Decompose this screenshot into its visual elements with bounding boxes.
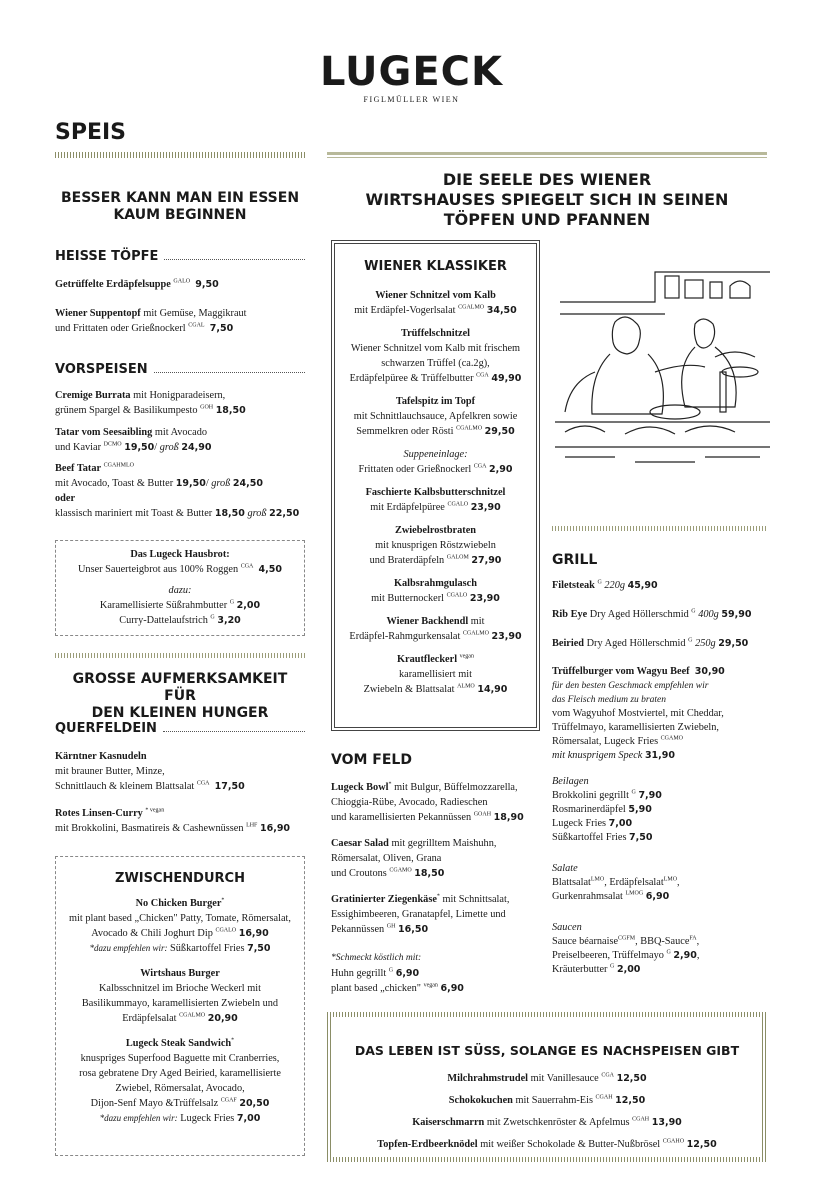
item-price: 29,50: [484, 426, 515, 437]
dessert-box: [327, 1012, 767, 1162]
item-price: 12,50: [686, 1139, 717, 1150]
grill-item: [552, 665, 774, 763]
item-name: Blattsalat: [552, 877, 591, 888]
item-price: 23,90: [469, 593, 500, 604]
item-desc: Dijon-Senf Mayo &Trüffelsalz: [90, 1098, 219, 1109]
item-name: Lugeck Fries: [552, 818, 607, 829]
dessert-item: [332, 1134, 762, 1156]
item-desc: mit weißer Schokolade & Butter-Nußbrösel: [480, 1139, 661, 1150]
size-label: groß: [247, 508, 267, 519]
vegan-mark: vegan: [423, 982, 438, 989]
subsection-title: Saucen: [552, 922, 582, 933]
subsection-title: Salate: [552, 863, 578, 874]
allergen-code: G: [631, 789, 636, 796]
section-vorspeisen: [55, 362, 305, 377]
section-title: QUERFELDEIN: [55, 721, 157, 736]
item-name: , Erdäpfelsalat: [604, 877, 664, 888]
allergen-code: CGAHO: [662, 1138, 685, 1145]
item-price: 19,50: [124, 442, 155, 453]
section-querfeldein: [55, 721, 305, 736]
note-item: Lugeck Fries: [180, 1113, 235, 1124]
title-rule: [55, 152, 305, 158]
menu-item: [331, 892, 536, 937]
note-price: 7,00: [236, 1113, 261, 1124]
item-price: 13,90: [651, 1117, 682, 1128]
item-desc: mit Brokkolini, Basmatireis & Cashewnüssen: [55, 823, 244, 834]
menu-item: [56, 1036, 304, 1126]
item-name: Kärntner Kasnudeln: [55, 751, 147, 762]
star-mark: *: [231, 1037, 235, 1044]
allergen-code: G: [210, 614, 215, 621]
item-name: Zwiebelrostbraten: [394, 525, 477, 536]
item-name: Lugeck Steak Sandwich: [125, 1038, 232, 1049]
item-desc: knuspriges Superfood Baguette mit Cranberries,: [80, 1053, 280, 1064]
item-price: 2,90: [489, 464, 513, 475]
allergen-code: CGALO: [446, 592, 468, 599]
headline-line-2: WIRTSHAUSES SPIEGELT SICH IN SEINEN: [365, 190, 729, 209]
item-weight: 250g: [695, 638, 716, 649]
allergen-code: GALO: [173, 278, 191, 285]
item-name: Brokkolini gegrillt: [552, 790, 629, 801]
item-price: 17,50: [214, 781, 245, 792]
item-price: 4,50: [258, 564, 282, 575]
headline-line-1: DIE SEELE DES WIENER: [442, 170, 652, 189]
allergen-code: CGA: [240, 563, 254, 570]
headline-rule: [327, 152, 767, 158]
logo-tagline: FIGLMÜLLER WIEN: [363, 95, 460, 104]
item-name: Topfen-Erdbeerknödel: [377, 1139, 478, 1150]
item-price: 7,50: [209, 323, 234, 334]
section-title: HEISSE TÖPFE: [55, 249, 159, 264]
item-price: 49,90: [491, 373, 522, 384]
allergen-code: CGA: [196, 780, 210, 787]
item-desc: Römersalat, Oliven, Grana: [331, 853, 442, 864]
star-mark: *: [436, 893, 440, 900]
dessert-item: [332, 1112, 762, 1134]
menu-item: [55, 388, 305, 418]
page-title: SPEIS: [55, 120, 127, 145]
item-name: Wirtshaus Burger: [140, 968, 220, 979]
note-price: 6,90: [395, 968, 420, 979]
star-mark: *: [221, 897, 225, 904]
restaurant-logo: [0, 50, 823, 104]
menu-item: [55, 277, 305, 292]
intro-line-2: KAUM BEGINNEN: [113, 207, 247, 223]
menu-item: [331, 780, 536, 825]
item-price: 6,90: [645, 891, 670, 902]
item-name: Kalbsrahmgulasch: [394, 578, 477, 589]
item-desc: Dry Aged Höllerschmid: [589, 609, 689, 620]
note: *dazu empfehlen wir:: [89, 943, 168, 953]
item-price: 18,50: [215, 405, 246, 416]
item-desc: Semmelkren oder Rösti: [356, 426, 454, 437]
menu-item: [56, 896, 304, 956]
option-price: 2,00: [236, 600, 261, 611]
item-desc: und Braterdäpfeln: [369, 555, 445, 566]
item-price: 23,90: [491, 631, 522, 642]
item-desc: Zwiebeln & Blattsalat: [363, 684, 455, 695]
item-desc: Avocado & Chili Joghurt Dip: [91, 928, 213, 939]
item-desc: Trüffelmayo, karamellisierten Zwiebeln,: [552, 722, 719, 733]
item-price: 2,00: [616, 964, 641, 975]
item-desc: grünem Spargel & Basilikumpesto: [55, 405, 198, 416]
item-desc: und Croutons: [331, 868, 387, 879]
headline-line-3: TÖPFEN UND PFANNEN: [443, 210, 651, 229]
item-name: Caesar Salad: [331, 838, 389, 849]
subsection-title: Beilagen: [552, 776, 589, 787]
item-name: Filetsteak: [552, 580, 595, 591]
allergen-code: LMO: [663, 876, 678, 883]
item-name: Rotes Linsen-Curry: [55, 808, 143, 819]
item-desc: mit Bulgur, Büffelmozzarella,: [394, 782, 518, 793]
option-name: Karamellisierte Süßrahmbutter: [99, 600, 228, 611]
allergen-code: LMOG: [625, 890, 644, 897]
item-desc: mit Erdäpfel-Vogerlsalat: [354, 305, 456, 316]
item-name: Wiener Suppentopf: [55, 308, 141, 319]
allergen-code: CGAMO: [389, 867, 412, 874]
separator: /: [205, 478, 209, 489]
item-desc: Chioggia-Rübe, Avocado, Radieschen: [331, 797, 488, 808]
allergen-code: CGALMO: [458, 304, 485, 311]
item-price: 7,50: [629, 832, 653, 843]
item-price: 27,90: [471, 555, 502, 566]
item-price: 29,50: [718, 638, 749, 649]
zwischendurch-box: [55, 856, 305, 1156]
menu-item: [332, 614, 539, 644]
item-desc: klassisch mariniert mit Toast & Butter: [55, 508, 213, 519]
item-desc: mit: [470, 616, 485, 627]
item-desc: und Frittaten oder Grießnockerl: [55, 323, 186, 334]
item-desc: mit Erdäpfelpüree: [370, 502, 445, 513]
allergen-code: G: [229, 599, 235, 606]
allergen-code: CGAH: [595, 1094, 613, 1101]
section-title: GRILL: [552, 552, 598, 568]
saucen-list: Saucen Sauce béarnaise$^{CGFM}$, BBQ-Sauce$^{FA}$, Preiselbeeren, Trüffelmayo $^G$ 2,90, Kräuterbutter $^G$ 2,00: [552, 922, 700, 975]
oder-label: oder: [55, 493, 76, 504]
menu-item: [55, 425, 305, 455]
grill-item: [552, 636, 772, 651]
section-title: ZWISCHENDURCH: [115, 871, 245, 886]
allergen-code: CGALO: [215, 927, 237, 934]
allergen-code: CGA: [476, 372, 489, 379]
item-desc: mit Schnittlauchsauce, Apfelkren sowie: [353, 411, 518, 422]
allergen-code: GH: [386, 923, 396, 930]
item-desc: mit gegrilltem Maishuhn,: [391, 838, 497, 849]
item-desc: Kalbsschnitzel im Brioche Weckerl mit: [99, 983, 261, 994]
dessert-item: [332, 1068, 762, 1090]
item-desc: schwarzen Trüffel (ca.2g),: [381, 358, 490, 369]
allergen-code: ALMO: [457, 683, 475, 690]
item-price: 59,90: [721, 609, 752, 620]
item-desc: mit Avocado: [154, 427, 207, 438]
note-item: Huhn gegrillt: [331, 968, 387, 979]
item-desc: Frittaten oder Grießnockerl: [358, 464, 472, 475]
item-name: Suppeneinlage:: [403, 449, 468, 460]
menu-item: [55, 461, 305, 521]
item-desc: mit brauner Butter, Minze,: [55, 766, 165, 777]
item-price: 20,90: [207, 1013, 238, 1024]
hausbrot-desc: Unser Sauerteigbrot aus 100% Roggen: [78, 564, 239, 575]
salate-list: Salate Blattsalat$^{LMO}$, Erdäpfelsalat$^{LMO}$, Gurkenrahmsalat $^{LMOG}$ 6,90: [552, 863, 680, 902]
grill-divider: [552, 526, 766, 531]
item-desc: Essighimbeeren, Granatapfel, Limette und: [331, 909, 506, 920]
note-price: 7,50: [247, 943, 271, 954]
item-price: 18,90: [493, 812, 524, 823]
item-desc: karamellisiert mit: [399, 669, 472, 680]
item-name: Rosmarinerdäpfel: [552, 804, 626, 815]
menu-item: [332, 652, 539, 697]
item-desc: Wiener Schnitzel vom Kalb mit frischem: [350, 343, 521, 354]
item-price: 7,90: [638, 790, 662, 801]
hausbrot-title: Das Lugeck Hausbrot:: [130, 549, 230, 560]
allergen-code: CGAHMLO: [103, 462, 134, 469]
item-desc: Römersalat, Lugeck Fries: [552, 736, 659, 747]
size-label: groß: [211, 478, 231, 489]
menu-item: [332, 288, 539, 318]
item-price: 31,90: [644, 750, 675, 761]
item-name: Getrüffelte Erdäpfelsuppe: [55, 279, 171, 290]
dotted-leader: [154, 372, 305, 373]
item-name: Süßkartoffel Fries: [552, 832, 627, 843]
section-title: WIENER KLASSIKER: [364, 259, 507, 274]
item-price: 9,50: [195, 279, 219, 290]
allergen-code: G: [388, 967, 394, 974]
allergen-code: G: [666, 949, 671, 956]
item-desc: Pekannüssen: [331, 924, 385, 935]
divider: [55, 653, 305, 658]
note-item: Süßkartoffel Fries: [170, 943, 245, 954]
item-price: 12,50: [615, 1095, 646, 1106]
beilagen-list: [552, 775, 772, 845]
dessert-item: [332, 1090, 762, 1112]
item-name: Milchrahmstrudel: [447, 1073, 529, 1084]
item-name: Lugeck Bowl: [331, 782, 389, 793]
allergen-code: CGAF: [220, 1097, 237, 1104]
item-desc: Erdäpfel-Rahmgurkensalat: [349, 631, 461, 642]
allergen-code: CGAMO: [660, 735, 684, 742]
item-price-large: 24,90: [181, 442, 212, 453]
section-heisse-toepfe: [55, 249, 305, 264]
dotted-leader: [163, 731, 305, 732]
item-name: Schokokuchen: [448, 1095, 513, 1106]
allergen-code: LHF: [246, 822, 258, 829]
allergen-code: G: [691, 608, 696, 615]
section-title: VORSPEISEN: [55, 362, 148, 377]
hunger-line-1: GROSSE AUFMERKSAMKEIT FÜR: [72, 671, 288, 704]
item-name: Gurkenrahmsalat: [552, 891, 623, 902]
item-price: 2,90: [673, 950, 697, 961]
allergen-code: GALOM: [446, 554, 469, 561]
item-name: Wiener Backhendl: [386, 616, 469, 627]
size-label: groß: [159, 442, 179, 453]
option-price: 3,20: [217, 615, 241, 626]
item-name: Trüffelburger vom Wagyu Beef: [552, 666, 690, 677]
item-name: Tafelspitz im Topf: [395, 396, 476, 407]
vomfeld-note: [331, 950, 536, 996]
option-name: Curry-Dattelaufstrich: [119, 615, 208, 626]
item-name: Gratinierter Ziegenkäse: [331, 894, 437, 905]
menu-item: [56, 966, 304, 1026]
dotted-leader: [164, 259, 305, 260]
allergen-code: CGAH: [632, 1116, 650, 1123]
section-title: VOM FELD: [331, 752, 412, 768]
menu-item: [55, 806, 315, 836]
item-price: 30,90: [694, 666, 725, 677]
item-name: No Chicken Burger: [135, 898, 222, 909]
allergen-code: GOH: [200, 404, 214, 411]
allergen-code: G: [610, 963, 615, 970]
grill-item: [552, 607, 772, 622]
menu-item: [332, 394, 539, 439]
menu-item: [55, 749, 305, 794]
allergen-code: G: [597, 579, 602, 586]
item-name: Rib Eye: [552, 609, 588, 620]
item-desc: mit Schnittsalat,: [442, 894, 510, 905]
item-price: 18,50: [214, 508, 245, 519]
item-name: Beiried: [552, 638, 585, 649]
right-headline: [327, 170, 767, 230]
item-desc: mit Gemüse, Maggikraut: [143, 308, 247, 319]
allergen-code: CGALO: [447, 501, 469, 508]
item-desc: mit knusprigen Röstzwiebeln: [375, 540, 496, 551]
allergen-code: GOAH: [473, 811, 492, 818]
item-price: 12,50: [616, 1073, 647, 1084]
hunger-line-2: DEN KLEINEN HUNGER: [91, 705, 269, 721]
grill-item: [552, 578, 772, 593]
item-price-large: 22,50: [269, 508, 300, 519]
menu-item: [331, 836, 536, 881]
item-desc: Schnittlauch & kleinem Blattsalat: [55, 781, 195, 792]
allergen-code: CGALMO: [179, 1012, 206, 1019]
vegan-mark: vegan: [459, 653, 474, 660]
item-price-large: 24,50: [232, 478, 263, 489]
menu-item: [332, 447, 539, 477]
item-name: Kräuterbutter: [552, 964, 608, 975]
section-title: DAS LEBEN IST SÜSS, SOLANGE ES NACHSPEISEN GIBT: [354, 1043, 740, 1058]
allergen-code: CGALMO: [456, 425, 483, 432]
item-desc: mit Butternockerl: [371, 593, 445, 604]
item-desc: mit plant based „Chicken" Patty, Tomate, Römersalat,: [69, 913, 291, 924]
item-name: , BBQ-Sauce: [635, 936, 690, 947]
menu-item: [55, 306, 305, 336]
note-item: plant based „chicken": [331, 983, 421, 994]
item-desc: Erdäpfelpüree & Trüffelbutter: [349, 373, 474, 384]
item-price: 16,50: [398, 924, 429, 935]
item-desc: Zwiebel, Römersalat, Avocado,: [115, 1083, 245, 1094]
item-note: das Fleisch medium zu braten: [552, 695, 666, 705]
item-name: Cremige Burrata: [55, 390, 131, 401]
item-desc: vom Wagyuhof Mostviertel, mit Cheddar,: [552, 708, 724, 719]
item-price: 16,90: [238, 928, 269, 939]
note: *Schmeckt köstlich mit:: [331, 953, 422, 963]
item-price: 7,00: [608, 818, 633, 829]
dessert-list: [332, 1068, 762, 1156]
item-extra: mit knusprigem Speck: [552, 750, 643, 761]
item-name: Sauce béarnaise: [552, 936, 619, 947]
note: *dazu empfehlen wir:: [99, 1113, 178, 1123]
item-name: Kaiserschmarrn: [412, 1117, 485, 1128]
item-desc: und karamellisierten Pekannüssen: [331, 812, 472, 823]
item-price: 23,90: [470, 502, 501, 513]
item-name: Krautfleckerl: [397, 654, 458, 665]
allergen-code: FA: [689, 935, 697, 942]
allergen-code: LMO: [590, 876, 605, 883]
item-desc: Basilikummayo, karamellisierten Zwiebeln und: [81, 998, 279, 1009]
item-price: 19,50: [175, 478, 206, 489]
star-mark: *: [388, 781, 392, 788]
item-desc: mit Zwetschkenröster & Apfelmus: [486, 1117, 630, 1128]
vegan-mark: * vegan: [145, 807, 165, 814]
item-price: 14,90: [477, 684, 508, 695]
allergen-code: CGAL: [188, 322, 205, 329]
menu-item: [332, 576, 539, 606]
item-desc: Dry Aged Höllerschmid: [586, 638, 686, 649]
item-weight: 400g: [698, 609, 719, 620]
item-name: Wiener Schnitzel vom Kalb: [375, 290, 496, 301]
item-price: 45,90: [627, 580, 658, 591]
item-name: Trüffelschnitzel: [400, 328, 470, 339]
allergen-code: CGA: [473, 463, 487, 470]
item-name: Faschierte Kalbsbutterschnitzel: [365, 487, 506, 498]
item-desc: mit Vanillesauce: [530, 1073, 599, 1084]
klassiker-box: [331, 240, 540, 731]
intro-heading: [55, 190, 305, 224]
allergen-code: G: [688, 637, 693, 644]
logo-name: LUGECK: [319, 49, 504, 95]
item-price: 20,50: [239, 1098, 270, 1109]
allergen-code: CGA: [601, 1072, 614, 1079]
menu-item: [332, 523, 539, 568]
item-note: für den besten Geschmack empfehlen wir: [552, 681, 709, 691]
item-name: Tatar vom Seesaibling: [55, 427, 153, 438]
item-name: Beef Tatar: [55, 463, 102, 474]
dazu-label: dazu:: [168, 585, 192, 596]
item-desc: und Kaviar: [55, 442, 102, 453]
item-desc: mit Sauerrahm-Eis: [515, 1095, 593, 1106]
menu-item: [332, 326, 539, 386]
item-desc: mit Honigparadeisern,: [133, 390, 226, 401]
item-price: 5,90: [628, 804, 652, 815]
allergen-code: CGALMO: [462, 630, 489, 637]
hausbrot-box: [55, 540, 305, 636]
hunger-heading: [55, 671, 305, 722]
item-price: 16,90: [259, 823, 291, 834]
intro-line-1: BESSER KANN MAN EIN ESSEN: [60, 190, 300, 206]
item-desc: rosa gebratene Dry Aged Beiried, karamellisierte: [79, 1068, 281, 1079]
separator: /: [154, 442, 158, 453]
allergen-code: DCMO: [103, 441, 122, 448]
item-price: 18,50: [414, 868, 445, 879]
chefs-illustration: [555, 262, 770, 482]
item-price: 34,50: [486, 305, 517, 316]
item-weight: 220g: [604, 580, 625, 591]
menu-item: [332, 485, 539, 515]
note-price: 6,90: [440, 983, 464, 994]
item-desc: Erdäpfelsalat: [122, 1013, 177, 1024]
allergen-code: CGFM: [618, 935, 636, 942]
item-name: Preiselbeeren, Trüffelmayo: [552, 950, 664, 961]
item-desc: mit Avocado, Toast & Butter: [55, 478, 174, 489]
